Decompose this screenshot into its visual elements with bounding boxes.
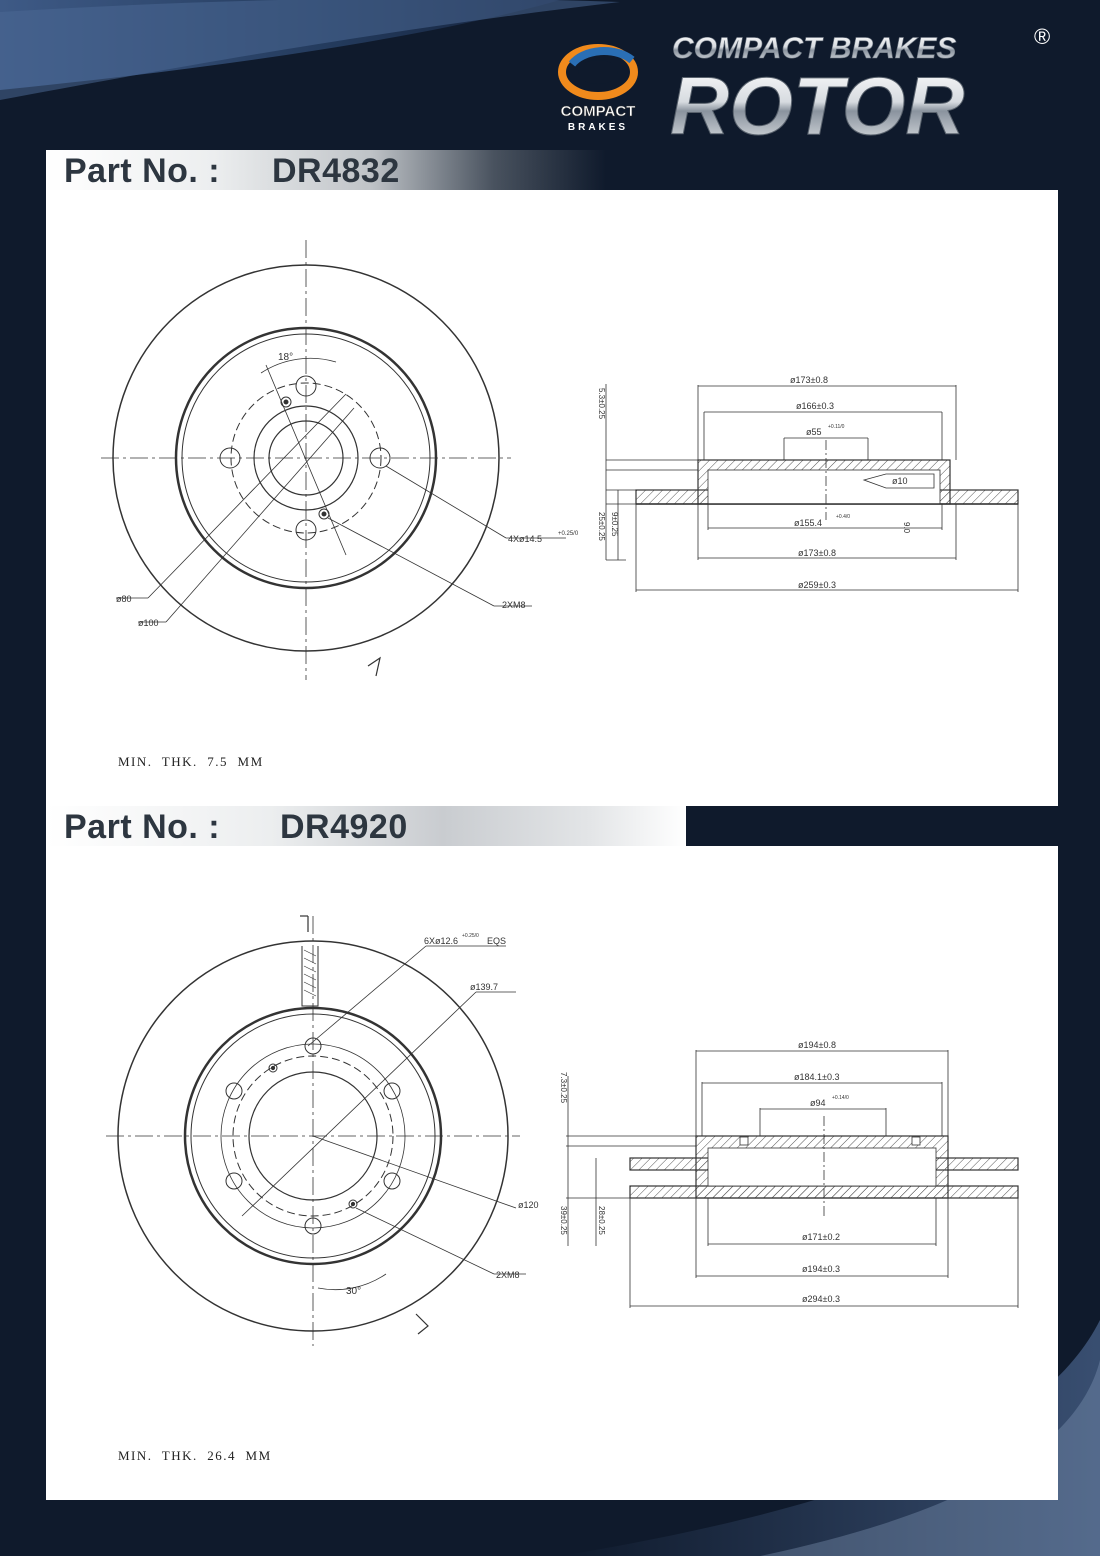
part-title-bar-1 [46,150,606,190]
min-thickness: MIN. THK. 26.4 MM [118,1448,272,1463]
section-top-dim-3: ø55 [806,427,822,437]
section-top-dim-1: ø194±0.8 [798,1040,836,1050]
drawing-panel-1 [46,190,1058,806]
hole-tolerance: +0.25/0 [462,933,479,939]
brand-header [552,22,1072,152]
section-vert-2: 39±0.25 [559,1206,568,1235]
part-number: DR4920 [280,808,408,846]
company-name: COMPACT BRAKES [672,32,957,65]
front-view [106,916,526,1346]
section-vert-2: 25±0.25 [597,512,606,541]
part-title-bar-2 [46,806,686,846]
bolt-spec: 2XM8 [496,1270,520,1280]
section-bottom-dim-3: ø259±0.3 [798,580,836,590]
drawing-panel-2 [46,846,1058,1500]
part-number: DR4832 [272,152,400,190]
hole-tolerance: +0.25/0 [558,531,579,537]
hole-suffix: EQS [487,936,507,946]
compact-brakes-logo-icon [561,48,636,133]
section-top-dim-2: ø184.1±0.3 [794,1072,840,1082]
section-vert-3: 28±0.25 [597,1206,606,1235]
diameter-inner: ø80 [116,594,132,604]
rotor-drawing-1 [46,190,1058,806]
section-top-tol: +0.11/0 [828,424,845,430]
section-bottom-dim-2: ø173±0.8 [798,548,836,558]
section-bottom-dim-2: ø194±0.3 [802,1264,840,1274]
logo-word: COMPACT [560,103,636,120]
diameter-inner: ø120 [518,1200,539,1210]
logo-sub: BRAKES [567,122,629,133]
angle-label: 30° [346,1286,362,1297]
section-slot: ø10 [892,476,908,486]
rotor-drawing-2 [46,846,1058,1500]
section-bottom-dim-3: ø294±0.3 [802,1294,840,1304]
min-thickness: MIN. THK. 7.5 MM [118,754,264,769]
section-view [606,384,1018,592]
registered-mark: ® [1034,24,1051,49]
product-title: ROTOR [670,61,965,152]
section-vert-1: 5.3±0.25 [597,388,606,420]
pcd-label: ø139.7 [470,982,499,992]
section-top-dim-3: ø94 [810,1098,826,1108]
section-vert-1: 7.3±0.25 [559,1072,568,1104]
part-no-label: Part No. : [64,808,221,846]
hole-spec: 4Xø14.5 [508,534,543,544]
section-bottom-dim-1: ø155.4 [794,518,823,528]
bolt-spec: 2XM8 [502,600,526,610]
part-no-label: Part No. : [64,152,221,190]
section-top-tol: +0.14/0 [832,1095,849,1101]
angle-label: 18° [278,352,294,363]
section-depth: 9.0 [902,522,911,534]
section-vert-3: 9±0.25 [610,512,619,537]
front-view [101,240,566,680]
diameter-pcd: ø100 [138,618,159,628]
hole-spec: 6Xø12.6 [424,936,459,946]
section-bottom-dim-1: ø171±0.2 [802,1232,840,1242]
section-view [566,1050,1018,1308]
section-top-dim-2: ø166±0.3 [796,401,834,411]
section-bottom-tol: +0.4/0 [836,514,851,520]
section-top-dim-1: ø173±0.8 [790,375,828,385]
